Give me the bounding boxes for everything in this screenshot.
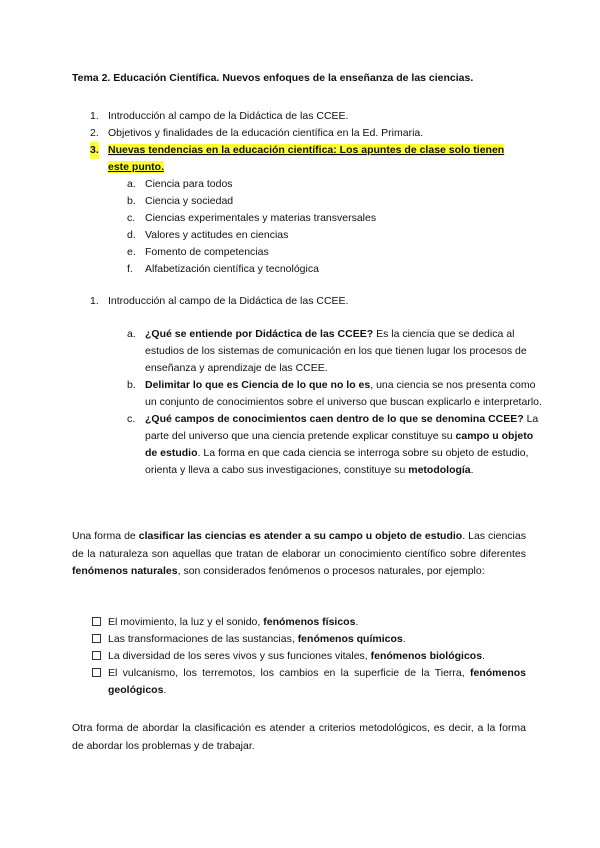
subitem-b [72,193,542,210]
item-letter: a. [127,328,136,340]
subitem-letter: b. [127,195,136,207]
paragraph-text: , son considerados fenómenos o procesos naturales, por ejemplo: [177,565,485,577]
methodology-paragraph: Otra forma de abordar la clasificación es atender a criterios metodológicos, es decir, a la forma de abordar los problemas y de trabajar. [72,722,526,752]
checkbox-icon [92,651,101,660]
section-number: 1. [90,295,99,307]
checkbox-icon [92,617,101,626]
index-number: 1. [90,110,99,122]
section-heading-row [72,293,542,310]
item-bold-term: campo u objeto de estudio [145,430,534,459]
section-item-a [72,326,545,377]
checklist-text: El vulcanismo, los terremotos, los cambios en la superficie de la Tierra, [108,667,470,679]
index-number: 2. [90,127,99,139]
highlighted-text: Nuevas tendencias en la educación científica: Los apuntes de clase solo tienen este punto. [108,144,505,173]
item-text: Es la ciencia que se dedica al estudios de los sistemas de comunicación en los que tienen lugar los procesos de enseñanza y aprendizaje de las CCEE. [145,328,527,374]
classification-paragraph [72,528,526,581]
subitem-a [72,176,542,193]
subitem-letter: c. [127,212,136,224]
item-letter: b. [127,379,136,391]
subitem-text: Ciencia para todos [145,178,233,190]
phenomena-checklist [72,614,542,699]
subitem-letter: e. [127,246,136,258]
item-bold-term: metodología [408,464,471,476]
checklist-end: . [482,650,485,662]
checklist-item-biology [72,648,526,665]
checklist-bold: fenómenos geológicos [108,667,526,696]
checkbox-icon [92,634,101,643]
checklist-end: . [402,633,406,645]
item-text: . La forma en que cada ciencia se interroga sobre su objeto de estudio, orienta y lleva a cabo sus investigaciones, constituye su [145,447,529,476]
checklist-item-chemistry [72,631,526,648]
index-text: Introducción al campo de la Didáctica de las CCEE. [108,110,349,122]
checklist-bold: fenómenos químicos [297,633,403,645]
checklist-text: La diversidad de los seres vivos y sus funciones vitales, [108,650,371,662]
index-list [72,108,542,278]
section-item-c [72,411,545,479]
paragraph-text: . Las ciencias de la naturaleza son aquellas que tratan de elaborar un conocimiento científico sobre diferentes [72,530,526,560]
subitem-text: Valores y actitudes en ciencias [145,229,289,241]
subitem-letter: d. [127,229,136,241]
document-title: Tema 2. Educación Científica. Nuevos enfoques de la enseñanza de las ciencias. [72,72,474,84]
index-item-3-highlighted [72,142,528,176]
index-item-2 [72,125,542,142]
index-number: 3. [90,142,99,159]
subitem-f [72,261,542,278]
item-bold-question: ¿Qué se entiende por Didáctica de las CCEE? [145,328,374,340]
subitem-e [72,244,542,261]
section-heading-text: Introducción al campo de la Didáctica de las CCEE. [108,295,349,307]
subitem-text: Ciencias experimentales y materias transversales [145,212,377,224]
checklist-text: El movimiento, la luz y el sonido, [108,616,264,628]
paragraph-bold: clasificar las ciencias es atender a su campo u objeto de estudio [138,530,463,542]
paragraph-bold: fenómenos naturales [72,565,178,577]
checklist-end: . [355,616,359,628]
item-text: La parte del universo que una ciencia pretende explicar constituye su [145,413,539,442]
paragraph-text: Una forma de [72,530,139,542]
checklist-item-physics [72,614,526,631]
subitem-letter: f. [127,263,133,275]
section-item-b [72,377,545,411]
checklist-end: . [163,684,167,696]
section-1-heading [72,293,542,310]
checklist-bold: fenómenos biológicos [370,650,483,662]
item-letter: c. [127,413,136,425]
checklist-item-geology [72,665,526,699]
subitem-letter: a. [127,178,136,190]
checklist-text: Las transformaciones de las sustancias, [108,633,298,645]
index-item-1 [72,108,542,125]
subitem-text: Ciencia y sociedad [145,195,234,207]
subitem-c [72,210,542,227]
subitem-text: Alfabetización científica y tecnológica [145,263,319,275]
item-bold-statement: Delimitar lo que es Ciencia de lo que no lo es [145,379,371,391]
item-text: . [470,464,474,476]
item-bold-question: ¿Qué campos de conocimientos caen dentro de lo que se denomina CCEE? [145,413,524,425]
subitem-text: Fomento de competencias [145,246,269,258]
subitem-d [72,227,542,244]
section-1-items [72,326,542,479]
checklist-bold: fenómenos físicos [263,616,356,628]
index-text: Objetivos y finalidades de la educación científica en la Ed. Primaria. [108,127,424,139]
item-text: , una ciencia se nos presenta como un conjunto de conocimientos sobre el universo que buscan explicarlo e interpretarlo. [145,379,542,408]
checkbox-icon [92,668,101,677]
